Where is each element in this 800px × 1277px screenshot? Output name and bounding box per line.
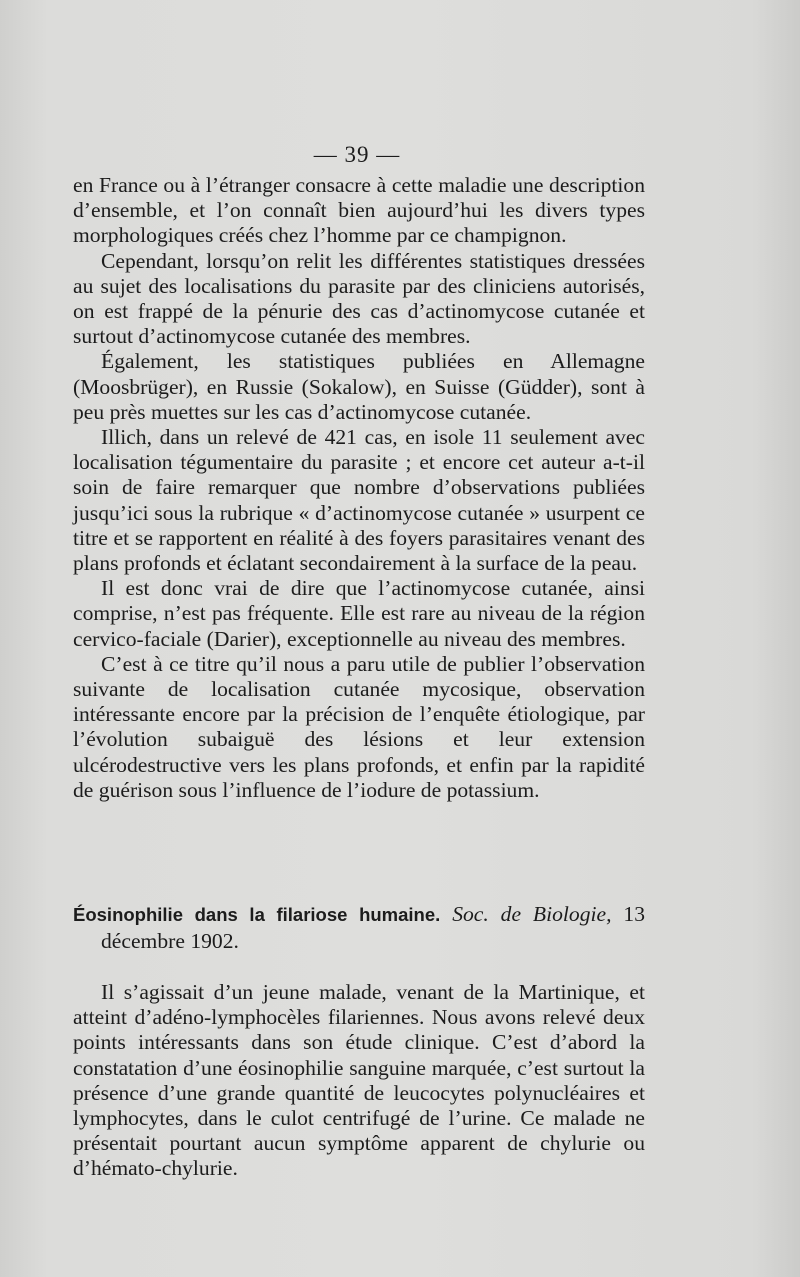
section-heading bbox=[73, 901, 645, 954]
paragraph: Il s’agissait d’un jeune malade, venant de la Martinique, et atteint d’adéno-lymphocèles filariennes. Nous avons relevé deux points intéressants dans son étude clinique. C’est d’abord la constatation d’une éosinophilie sanguine marquée, c’est surtout la présence d’une grande quantité de leucocytes polynucléaires et lymphocytes, dans le culot centrifugé de l’urine. Ce malade ne présentait pourtant aucun symptôme apparent de chylurie ou d’hémato-chylurie. bbox=[73, 980, 645, 1181]
paragraph: Illich, dans un relevé de 421 cas, en isole 11 seulement avec localisation tégumentaire du parasite ; et encore cet auteur a-t-il soin de faire remarquer que nombre d’observations publiées jusqu’ici sous la rubrique « d’actinomycose cutanée » usurpent ce titre et se rapportent en réalité à des foyers parasitaires venant des plans profonds et éclatant secondairement à la surface de la peau. bbox=[73, 425, 645, 576]
paragraph: C’est à ce titre qu’il nous a paru utile de publier l’observation suivante de localisation cutanée mycosique, observation intéressante encore par la précision de l’enquête étiologique, par l’évolution subaiguë des lésions et leur extension ulcérodestructive vers les plans profonds, et enfin par la rapidité de guérison sous l’influence de l’iodure de potassium. bbox=[73, 651, 645, 802]
paragraph: Il est donc vrai de dire que l’actinomycose cutanée, ainsi comprise, n’est pas fréquente. Elle est rare au niveau de la région cervico-faciale (Darier), exceptionnelle au niveau des membres. bbox=[73, 576, 645, 651]
paragraph: Également, les statistiques publiées en Allemagne (Moosbrüger), en Russie (Sokalow), en Suisse (Güdder), sont à peu près muettes sur les cas d’actinomycose cutanée. bbox=[73, 349, 645, 424]
page-number: — 39 — bbox=[313, 142, 401, 167]
heading-date: 13 décembre 1902. bbox=[101, 902, 645, 953]
heading-title: Éosinophilie dans la filariose humaine. bbox=[73, 904, 441, 925]
paragraph: en France ou à l’étranger consacre à cette maladie une description d’ensemble, et l’on connaît bien aujourd’hui les divers types morphologiques créés chez l’homme par ce champignon. bbox=[73, 173, 645, 248]
heading-source: Soc. de Biologie, bbox=[452, 902, 612, 926]
text-block-filariose bbox=[73, 980, 645, 1182]
paragraph: Cependant, lorsqu’on relit les différentes statistiques dressées au sujet des localisations du parasite par des cliniciens autorisés, on est frappé de la pénurie des cas d’actinomycose cutanée et surtout d’actinomycose cutanée des membres. bbox=[73, 248, 645, 349]
text-block-actinomycose bbox=[73, 173, 645, 803]
